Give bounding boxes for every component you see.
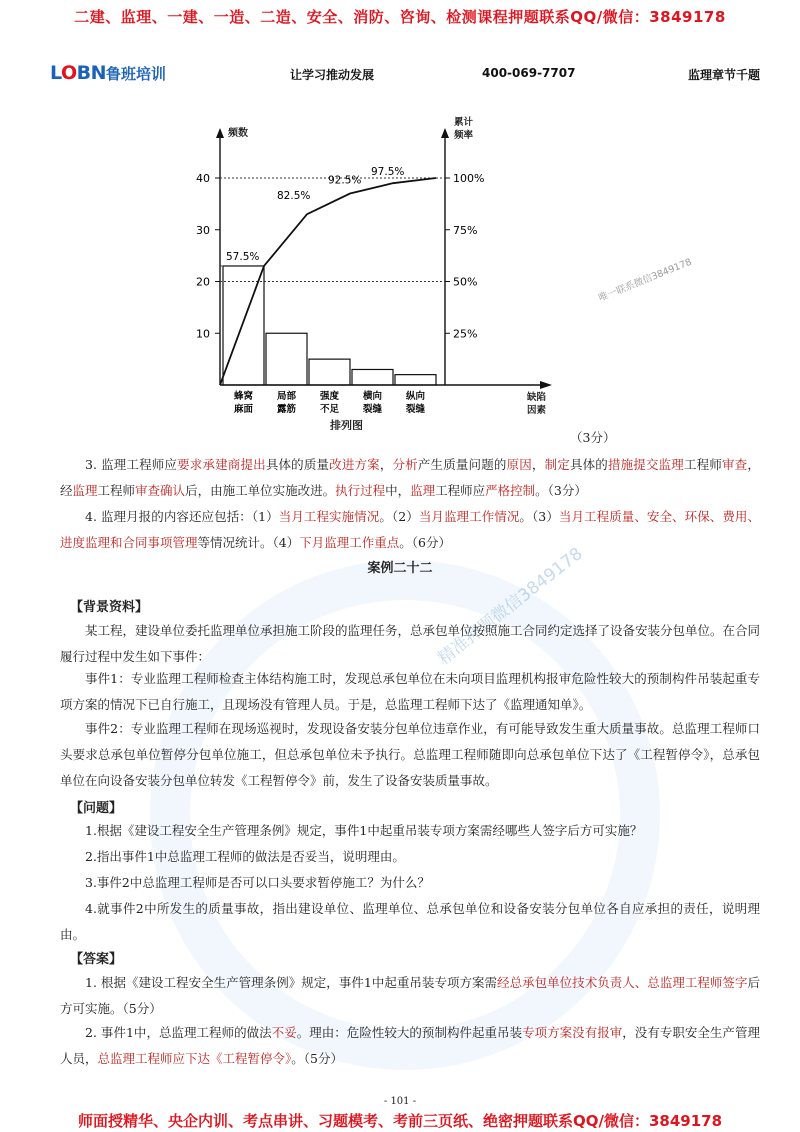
answer-heading: 【答案】 — [70, 952, 123, 967]
cumulative-label: 97.5% — [371, 166, 405, 179]
left-tick-label: 30 — [196, 223, 210, 237]
chart-ylabel-right-2: 频率 — [454, 130, 474, 141]
question-2: 2.指出事件1中总监理工程师的做法是否妥当，说明理由。 — [85, 849, 405, 864]
cumulative-label: 57.5% — [226, 250, 260, 263]
answer-4-paragraph: 4. 监理月报的内容还应包括：（1）当月工程实施情况。（2）当月监理工作情况。（3）当月工程质量、安全、环保、费用、进度监理和合同事项管理等情况统计。（4）下月监理工作重点。（6分） — [60, 509, 760, 550]
top-promo-banner: 二建、监理、一建、一造、二造、安全、消防、咨询、检测课程押题联系QQ/微信：3849178 — [74, 8, 726, 26]
category-label: 强度 — [319, 391, 340, 402]
left-tick-label: 20 — [196, 275, 210, 289]
header-phone: 400-069-7707 — [482, 66, 576, 80]
chart-xlabel-1: 缺陷 — [527, 392, 547, 403]
bar-4 — [352, 369, 393, 385]
chart-xlabel-2: 因素 — [527, 405, 547, 416]
left-axis-arrow-icon — [216, 128, 224, 138]
background-paragraph-2: 事件1：专业监理工程师检查主体结构施工时，发现总承包单位在未向项目监理机构报审危险性较大的预制构件吊装起重专项方案的情况下已自行施工，且现场没有管理人员。于是，总监理工程师下达了《监理通知单》。 — [60, 671, 760, 712]
right-axis-arrow-icon — [441, 128, 449, 138]
bar-3 — [309, 359, 350, 385]
background-heading: 【背景资料】 — [70, 600, 149, 615]
category-label: 裂缝 — [362, 404, 383, 415]
answer-1-paragraph: 1. 根据《建设工程安全生产管理条例》规定，事件1中起重吊装专项方案需经总承包单位技术负责人、总监理工程师签字后方可实施。（5分） — [60, 975, 760, 1016]
pareto-chart — [180, 110, 580, 430]
cumulative-label: 92.5% — [328, 174, 362, 187]
case-title: 案例二十二 — [367, 561, 433, 576]
chart-answer-score: （3分） — [570, 430, 616, 445]
page-header — [50, 62, 760, 92]
category-label: 裂缝 — [405, 404, 426, 415]
chart-ylabel-right-1: 累计 — [454, 117, 474, 128]
category-label: 不足 — [319, 404, 340, 415]
cumulative-label: 82.5% — [277, 190, 311, 203]
background-paragraph-1: 某工程，建设单位委托监理单位承担施工阶段的监理任务，总承包单位按照施工合同约定选择了设备安装分包单位。在合同履行过程中发生如下事件： — [60, 623, 761, 664]
category-label: 露筋 — [276, 404, 297, 415]
category-label: 麻面 — [233, 404, 254, 415]
left-tick-label: 40 — [196, 172, 210, 185]
bar-5 — [395, 375, 436, 385]
right-tick-label: 50% — [453, 275, 478, 289]
bar-2 — [266, 333, 307, 385]
header-slogan: 让学习推动发展 — [290, 68, 375, 82]
category-label: 纵向 — [405, 391, 426, 402]
answer-3-paragraph: 3. 监理工程师应要求承建商提出具体的质量改进方案，分析产生质量问题的原因，制定具体的措施提交监理工程师审查，经监理工程师审查确认后，由施工单位实施改进。执行过程中，监理工程师应严格控制。（3分） — [60, 457, 760, 498]
header-subject: 监理章节千题 — [687, 68, 760, 82]
lubang-logo: LOBN鲁班培训 — [50, 62, 166, 84]
bottom-promo-banner: 师面授精华、央企内训、考点串讲、习题模考、考前三页纸、绝密押题联系QQ/微信：3849178 — [77, 1112, 723, 1130]
question-1: 1.根据《建设工程安全生产管理条例》规定，事件1中起重吊装专项方案需经哪些人签字后方可实施？ — [85, 823, 643, 838]
question-heading: 【问题】 — [70, 801, 123, 816]
right-tick-label: 75% — [453, 223, 478, 237]
side-watermark: 唯一联系微信3849178 — [597, 256, 694, 305]
answer-2-paragraph: 2. 事件1中，总监理工程师的做法不妥。理由：危险性较大的预制构件起重吊装专项方案没有报审，没有专职安全生产管理人员，总监理工程师应下达《工程暂停令》。（5分） — [60, 1025, 760, 1066]
left-tick-label: 10 — [196, 327, 210, 341]
right-tick-label: 100% — [453, 172, 485, 185]
question-4: 4.就事件2中所发生的质量事故，指出建设单位、监理单位、总承包单位和设备安装分包单位各自应承担的责任，说明理由。 — [60, 901, 760, 942]
category-label: 局部 — [276, 391, 297, 402]
chart-ylabel-left: 频数 — [228, 128, 248, 139]
category-label: 蜂窝 — [233, 391, 254, 402]
question-3: 3.事件2中总监理工程师是否可以口头要求暂停施工？为什么？ — [85, 875, 430, 890]
right-tick-label: 25% — [453, 327, 478, 341]
middle-watermark: 精准押题微信3849178 — [434, 543, 587, 670]
category-label: 横向 — [362, 391, 383, 402]
x-axis-arrow-icon — [540, 381, 552, 389]
background-paragraph-3: 事件2：专业监理工程师在现场巡视时，发现设备安装分包单位违章作业，有可能导致发生重大质量事故。总监理工程师口头要求总承包单位暂停分包单位施工，但总承包单位未予执行。总监理工程师随即向总承包单位下达了《工程暂停令》，总承包单位在向设备安装分包单位转发《工程暂停令》前，发生了设备安装质量事故。 — [60, 721, 760, 788]
page-number: - 101 - — [383, 1096, 417, 1107]
chart-title: 排列图 — [330, 419, 363, 430]
